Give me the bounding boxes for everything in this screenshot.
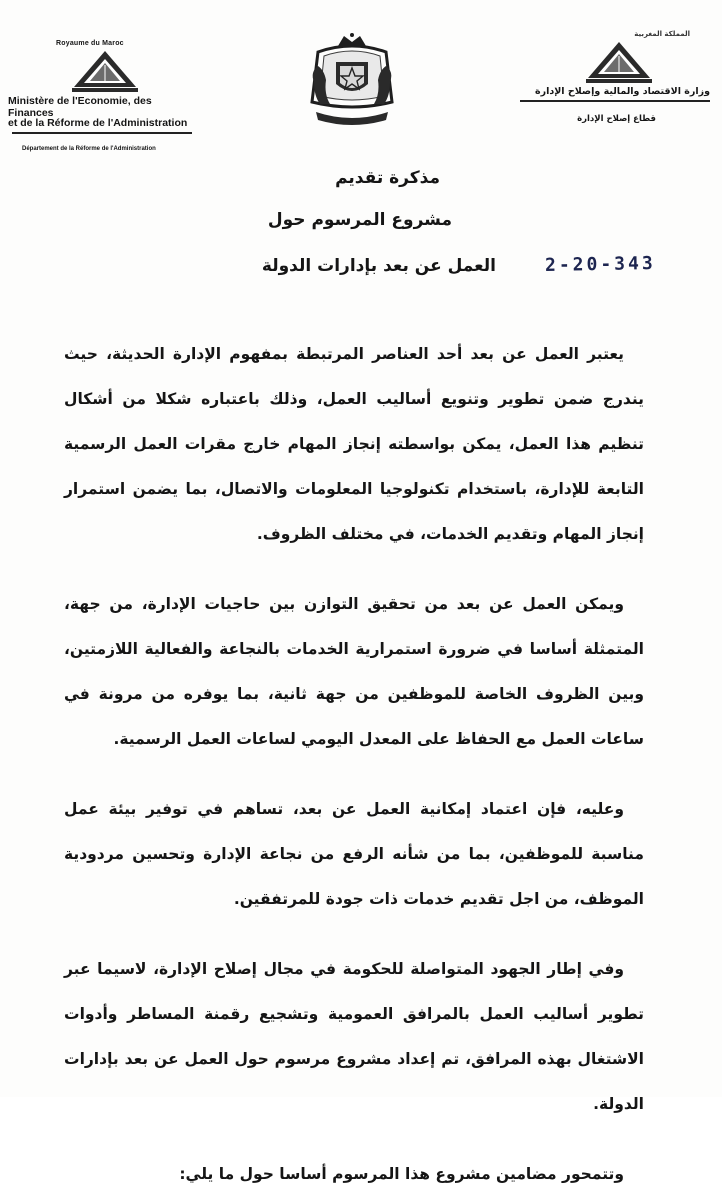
letterhead-rule-ar [520, 100, 710, 102]
ministry-logo-icon-ar [582, 38, 656, 88]
sector-label-ar: قطاع إصلاح الإدارة [577, 114, 656, 124]
letterhead-right [514, 30, 710, 124]
kingdom-label-fr: Royaume du Maroc [56, 40, 124, 47]
letterhead-rule [12, 132, 192, 134]
ministry-logo-icon [68, 47, 142, 97]
document-body [64, 332, 644, 1197]
reference-number-stamp: 2-20-343 [544, 253, 656, 276]
paragraph-2: ويمكن العمل عن بعد من تحقيق التوازن بين حاجيات الإدارة، من جهة، المتمثلة أساسا في ضرورة استمرارية الخدمات بالنجاعة والفعالية اللازمتين، وبين الظروف الخاصة للموظفين من جهة ثانية، بما يوفره من مرونة في ساعات العمل مع الحفاظ على المعدل اليومي لساعات العمل الرسمية. [64, 595, 644, 748]
paragraph-1: يعتبر العمل عن بعد أحد العناصر المرتبطة بمفهوم الإدارة الحديثة، حيث يندرج ضمن تطوير وتنويع أساليب العمل، وذلك باعتباره شكلا من أشكال تنظيم هذا العمل، يمكن بواسطته إنجاز المهام خارج مقرات العمل الرسمية التابعة للإدارة، باستخدام تكنولوجيا المعلومات والاتصال، بما يضمن استمرار إنجاز المهام وتقديم الخدمات، في مختلف الظروف. [64, 345, 644, 543]
document-title: مذكرة تقديم [335, 168, 440, 188]
kingdom-label-ar: المملكة المغربية [634, 30, 690, 38]
paragraph-4: وفي إطار الجهود المتواصلة للحكومة في مجال إصلاح الإدارة، لاسيما عبر تطوير أساليب العمل بالمرافق العمومية وتشجيع رقمنة المساطر وأدوات الاشتغال بهذه المرافق، تم إعداد مشروع مرسوم حول العمل عن بعد بإدارات الدولة. [64, 960, 644, 1113]
letterhead-left [4, 40, 200, 152]
document-subject: العمل عن بعد بإدارات الدولة [261, 256, 496, 276]
document-subtitle: مشروع المرسوم حول [267, 210, 452, 230]
paragraph-5: وتتمحور مضامين مشروع هذا المرسوم أساسا حول ما يلي: [179, 1165, 624, 1183]
ministry-name-ar: وزارة الاقتصاد والمالية وإصلاح الإدارة [535, 86, 710, 97]
ministry-name-fr-line2: et de la Réforme de l'Administration [8, 117, 188, 129]
paragraph-3: وعليه، فإن اعتماد إمكانية العمل عن بعد، تساهم في توفير بيئة عمل مناسبة للموظفين، بما من شأنه الرفع من نجاعة الإدارة وتحسين مردودية الموظف، من اجل تقديم خدمات ذات جودة للمرتفقين. [64, 800, 644, 908]
ministry-name-fr-line1: Ministère de l'Economie, des Finances [8, 95, 152, 119]
coat-of-arms-icon [300, 32, 404, 130]
department-label-fr: Département de la Réforme de l'Administration [22, 146, 156, 152]
